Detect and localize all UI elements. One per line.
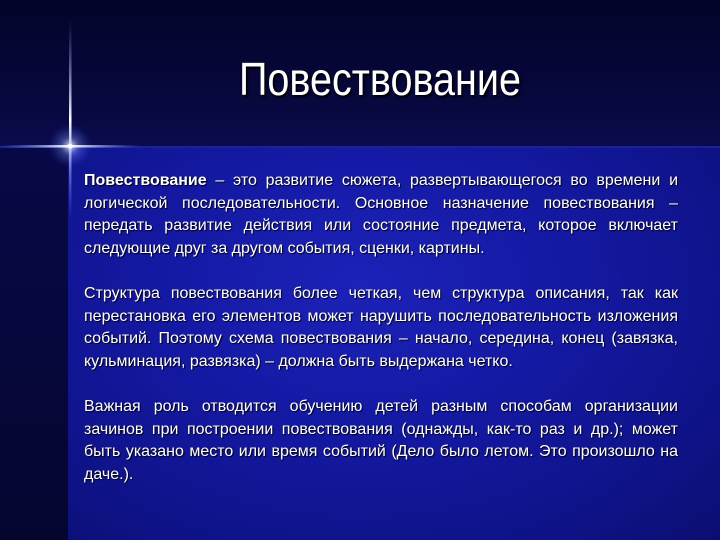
left-strip — [0, 148, 68, 540]
paragraph-definition — [84, 170, 678, 260]
term-bold: Повествование — [84, 172, 207, 189]
body-text — [84, 170, 678, 509]
slide-title: Повествование — [238, 53, 521, 105]
paragraph-structure: Структура повествования более четкая, чем структура описания, так как перестановка его элементов может нарушить последовательность изложения событий. Поэтому схема повествования – начало, середина, конец (завязка, кульминация, развязка) – должна быть выдержана четко. — [84, 284, 678, 370]
paragraph-role: Важная роль отводится обучению детей разным способам организации зачинов при построении повествования (однажды, как-то раз и др.); может быть указано место или время событий (Дело было летом. Это произошло на даче.). — [84, 397, 678, 483]
definition-text: – это развитие сюжета, развертывающегося во времени и логической последовательности. Основное назначение повествования – передать развитие действия или состояние предмета, которое включает следующие друг за другом события, сценки, картины. — [84, 172, 678, 257]
